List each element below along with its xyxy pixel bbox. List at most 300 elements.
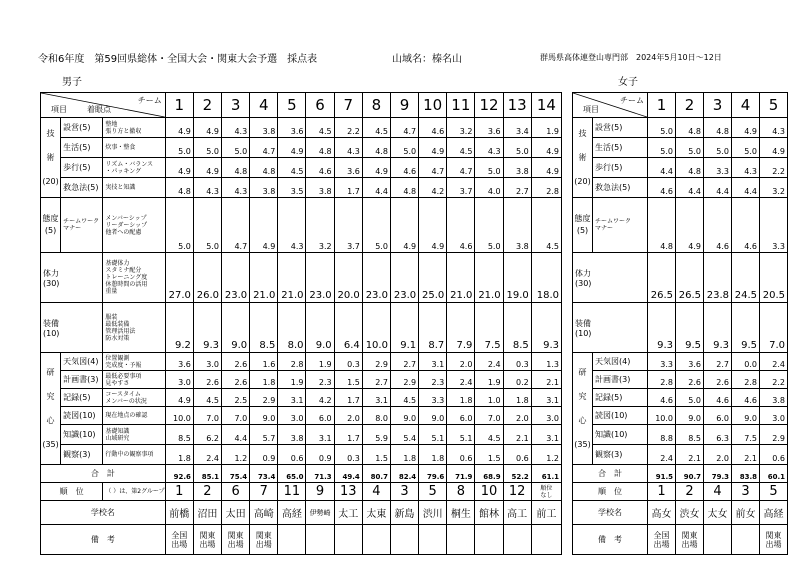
corner-item: 項目 bbox=[51, 105, 67, 114]
score-cell: 3.0 bbox=[165, 371, 193, 389]
score-cell: 5.0 bbox=[222, 138, 250, 158]
team-number: 2 bbox=[676, 93, 704, 118]
score-cell: 21.0 bbox=[475, 253, 503, 303]
score-cell: 3.1 bbox=[362, 389, 390, 407]
table-row bbox=[573, 353, 788, 371]
viewpoint-label bbox=[103, 253, 165, 303]
rank-cell: 3 bbox=[732, 483, 760, 501]
item-label bbox=[593, 407, 648, 425]
score-cell: 0.3 bbox=[334, 353, 362, 371]
viewpoint-label bbox=[103, 158, 165, 178]
school-cell: 太女 bbox=[704, 501, 732, 525]
item-text: チームワーク マナー bbox=[63, 218, 100, 232]
viewpoint-text: 最低必要事項 見やすさ bbox=[105, 372, 142, 387]
score-cell: 1.5 bbox=[475, 445, 503, 465]
item-label bbox=[593, 198, 648, 253]
score-cell: 2.8 bbox=[732, 371, 760, 389]
corner-team: チーム bbox=[137, 96, 162, 105]
score-cell: 2.4 bbox=[760, 353, 788, 371]
score-cell: 4.6 bbox=[447, 198, 475, 253]
score-cell: 5.0 bbox=[165, 138, 193, 158]
viewpoint-label bbox=[103, 445, 165, 465]
score-cell: 9.3 bbox=[193, 303, 221, 353]
group-label: (30) bbox=[575, 278, 592, 288]
group-label: 技 bbox=[578, 128, 587, 138]
table-row bbox=[573, 389, 788, 407]
score-cell: 4.5 bbox=[447, 138, 475, 158]
item-text: 救急法(5) bbox=[63, 183, 99, 192]
item-text: 計画書(3) bbox=[63, 375, 99, 384]
score-cell: 9.3 bbox=[531, 303, 561, 353]
score-cell: 5.4 bbox=[390, 425, 418, 445]
score-cell: 5.0 bbox=[732, 138, 760, 158]
team-number: 3 bbox=[222, 93, 250, 118]
score-cell: 4.9 bbox=[193, 158, 221, 178]
remarks-cell bbox=[306, 525, 334, 555]
table-row bbox=[41, 138, 562, 158]
group-tairyoku bbox=[41, 253, 103, 303]
score-cell: 4.4 bbox=[362, 178, 390, 198]
item-label bbox=[593, 118, 648, 138]
viewpoint-text: 基礎体力 スタミナ配分 トレーニング度 休憩時間の活用 重量 bbox=[105, 260, 148, 295]
score-cell: 2.0 bbox=[447, 353, 475, 371]
team-number: 3 bbox=[704, 93, 732, 118]
boys-label: 男子 bbox=[62, 77, 82, 88]
viewpoint-text: 整地 張り方と撤収 bbox=[105, 120, 142, 135]
team-number: 4 bbox=[732, 93, 760, 118]
score-cell: 4.6 bbox=[648, 178, 676, 198]
viewpoint-label bbox=[103, 425, 165, 445]
score-cell: 3.6 bbox=[475, 118, 503, 138]
score-cell: 4.6 bbox=[419, 118, 447, 138]
score-cell: 2.7 bbox=[704, 353, 732, 371]
score-cell: 4.9 bbox=[165, 118, 193, 138]
group-label: 体力 bbox=[575, 268, 591, 278]
score-cell: 2.6 bbox=[676, 371, 704, 389]
total-cell: 85.1 bbox=[193, 465, 221, 483]
item-text: 知識(10) bbox=[595, 430, 628, 439]
team-number: 7 bbox=[334, 93, 362, 118]
viewpoint-text: リズム・バランス ・パッキング bbox=[105, 160, 154, 175]
viewpoint-text: 行動中の観察事項 bbox=[105, 451, 154, 458]
score-cell: 27.0 bbox=[165, 253, 193, 303]
school-cell: 太工 bbox=[334, 501, 362, 525]
score-cell: 4.8 bbox=[676, 158, 704, 178]
group-label: (5) bbox=[576, 226, 589, 235]
score-cell: 1.2 bbox=[531, 445, 561, 465]
score-cell: 0.6 bbox=[760, 445, 788, 465]
score-cell: 4.9 bbox=[531, 158, 561, 178]
score-cell: 0.6 bbox=[447, 445, 475, 465]
score-cell: 4.4 bbox=[732, 178, 760, 198]
score-cell: 3.0 bbox=[760, 407, 788, 425]
score-cell: 2.4 bbox=[193, 445, 221, 465]
table-row bbox=[41, 253, 562, 303]
group-gi bbox=[573, 118, 593, 198]
item-label bbox=[593, 158, 648, 178]
total-cell: 73.4 bbox=[250, 465, 278, 483]
score-cell: 4.8 bbox=[306, 138, 334, 158]
score-cell: 4.6 bbox=[732, 389, 760, 407]
total-cell: 90.7 bbox=[676, 465, 704, 483]
viewpoint-label bbox=[103, 138, 165, 158]
score-cell: 2.9 bbox=[362, 353, 390, 371]
score-cell: 4.8 bbox=[390, 178, 418, 198]
rank-cell: 1 bbox=[648, 483, 676, 501]
table-row bbox=[573, 303, 788, 353]
remarks-cell bbox=[250, 525, 278, 555]
item-text: 救急法(5) bbox=[595, 183, 631, 192]
score-cell: 1.9 bbox=[475, 371, 503, 389]
item-text: 歩行(5) bbox=[63, 163, 91, 172]
table-row bbox=[573, 118, 788, 138]
score-cell: 4.7 bbox=[250, 138, 278, 158]
viewpoint-text: 服装 最低装備 管理活用法 防水対策 bbox=[105, 313, 136, 342]
score-cell: 3.7 bbox=[334, 198, 362, 253]
remarks-cell bbox=[704, 525, 732, 555]
group-label: (20) bbox=[574, 176, 591, 186]
score-cell: 4.9 bbox=[165, 158, 193, 178]
score-cell: 24.5 bbox=[732, 253, 760, 303]
remarks-cell bbox=[503, 525, 531, 555]
table-row bbox=[41, 425, 562, 445]
item-text: 天気図(4) bbox=[595, 357, 631, 366]
rank-cell: 2 bbox=[193, 483, 221, 501]
score-cell: 10.0 bbox=[648, 407, 676, 425]
item-text: 設営(5) bbox=[63, 123, 91, 132]
table-row bbox=[41, 407, 562, 425]
score-cell: 5.0 bbox=[362, 198, 390, 253]
score-cell: 3.6 bbox=[278, 118, 306, 138]
score-cell: 1.9 bbox=[278, 371, 306, 389]
table-row bbox=[41, 178, 562, 198]
score-cell: 4.8 bbox=[165, 178, 193, 198]
remarks-text: 全国 出場 bbox=[171, 530, 188, 549]
remarks-cell bbox=[278, 525, 306, 555]
remarks-text: 関東 出場 bbox=[199, 530, 216, 549]
school-cell: 高経 bbox=[760, 501, 788, 525]
rank-cell: 4 bbox=[362, 483, 390, 501]
score-cell: 5.0 bbox=[676, 389, 704, 407]
score-cell: 10.0 bbox=[165, 407, 193, 425]
group-label: 装備 bbox=[575, 318, 591, 328]
score-cell: 2.1 bbox=[531, 371, 561, 389]
boys-score-table bbox=[40, 92, 562, 555]
table-row bbox=[573, 425, 788, 445]
score-cell: 23.0 bbox=[222, 253, 250, 303]
total-cell: 92.6 bbox=[165, 465, 193, 483]
score-cell: 9.0 bbox=[732, 407, 760, 425]
total-cell: 49.4 bbox=[334, 465, 362, 483]
remarks-cell bbox=[732, 525, 760, 555]
group-label: 心 bbox=[46, 415, 55, 425]
score-cell: 2.7 bbox=[390, 353, 418, 371]
remarks-cell bbox=[676, 525, 704, 555]
total-cell: 65.0 bbox=[278, 465, 306, 483]
item-text: 設営(5) bbox=[595, 123, 623, 132]
score-cell: 6.0 bbox=[447, 407, 475, 425]
score-cell: 4.3 bbox=[760, 118, 788, 138]
rank-cell: 2 bbox=[676, 483, 704, 501]
score-cell: 4.2 bbox=[306, 389, 334, 407]
table-row bbox=[41, 198, 562, 253]
score-cell: 26.5 bbox=[676, 253, 704, 303]
group-tairyoku bbox=[573, 253, 648, 303]
table-row bbox=[41, 525, 562, 555]
remarks-cell bbox=[760, 525, 788, 555]
total-cell: 80.7 bbox=[362, 465, 390, 483]
rank-cell: 13 bbox=[334, 483, 362, 501]
score-cell: 0.3 bbox=[334, 445, 362, 465]
remarks-cell bbox=[475, 525, 503, 555]
group-taido bbox=[573, 198, 593, 253]
total-cell: 52.2 bbox=[503, 465, 531, 483]
score-cell: 10.0 bbox=[362, 303, 390, 353]
item-text: 歩行(5) bbox=[595, 163, 623, 172]
score-cell: 3.6 bbox=[676, 353, 704, 371]
group-kenkyu bbox=[573, 353, 593, 465]
score-cell: 8.7 bbox=[419, 303, 447, 353]
score-cell: 4.8 bbox=[222, 158, 250, 178]
item-label bbox=[61, 371, 103, 389]
group-gi bbox=[41, 118, 61, 198]
score-cell: 3.3 bbox=[760, 198, 788, 253]
score-cell: 9.1 bbox=[390, 303, 418, 353]
total-cell: 68.9 bbox=[475, 465, 503, 483]
score-cell: 5.0 bbox=[704, 138, 732, 158]
score-cell: 7.0 bbox=[222, 407, 250, 425]
school-label: 学校名 bbox=[41, 501, 166, 525]
score-cell: 2.6 bbox=[222, 353, 250, 371]
item-text: 読図(10) bbox=[595, 411, 628, 420]
page-title: 令和6年度 第59回県総体・全国大会・関東大会予選 採点表 bbox=[38, 54, 318, 65]
score-cell: 2.4 bbox=[648, 445, 676, 465]
team-number: 11 bbox=[447, 93, 475, 118]
group-label: 術 bbox=[578, 152, 587, 162]
remarks-cell bbox=[165, 525, 193, 555]
remarks-text: 関東 出場 bbox=[255, 530, 272, 549]
score-cell: 5.0 bbox=[193, 138, 221, 158]
table-row bbox=[573, 198, 788, 253]
score-cell: 1.8 bbox=[390, 445, 418, 465]
score-cell: 4.3 bbox=[334, 138, 362, 158]
score-cell: 3.4 bbox=[503, 118, 531, 138]
score-cell: 2.2 bbox=[760, 371, 788, 389]
rank-cell: 6 bbox=[222, 483, 250, 501]
score-cell: 3.1 bbox=[531, 389, 561, 407]
group-label: (5) bbox=[44, 226, 57, 235]
score-cell: 23.8 bbox=[704, 253, 732, 303]
item-label bbox=[61, 198, 103, 253]
table-row bbox=[573, 407, 788, 425]
group-taido bbox=[41, 198, 61, 253]
rank-cell: 4 bbox=[704, 483, 732, 501]
score-cell: 3.1 bbox=[306, 425, 334, 445]
score-cell: 4.8 bbox=[676, 118, 704, 138]
group-label: (35) bbox=[574, 439, 591, 449]
score-cell: 4.0 bbox=[475, 178, 503, 198]
score-cell: 23.0 bbox=[390, 253, 418, 303]
rank-cell: 3 bbox=[390, 483, 418, 501]
table-row bbox=[573, 371, 788, 389]
corner-viewpoint: 着眼点 bbox=[87, 105, 111, 114]
score-cell: 1.7 bbox=[334, 178, 362, 198]
remarks-text: 関東 出場 bbox=[227, 530, 244, 549]
score-cell: 0.9 bbox=[250, 445, 278, 465]
score-cell: 4.3 bbox=[475, 138, 503, 158]
score-cell: 1.5 bbox=[362, 445, 390, 465]
viewpoint-label bbox=[103, 371, 165, 389]
item-label bbox=[593, 425, 648, 445]
score-cell: 3.6 bbox=[165, 353, 193, 371]
score-cell: 2.9 bbox=[760, 425, 788, 445]
score-cell: 3.6 bbox=[334, 158, 362, 178]
score-cell: 4.8 bbox=[362, 138, 390, 158]
team-number: 12 bbox=[475, 93, 503, 118]
score-cell: 0.2 bbox=[503, 371, 531, 389]
viewpoint-text: コースタイム メンバーの状況 bbox=[105, 390, 147, 405]
score-cell: 7.0 bbox=[760, 303, 788, 353]
score-cell: 0.6 bbox=[503, 445, 531, 465]
school-cell: 桐生 bbox=[447, 501, 475, 525]
viewpoint-label bbox=[103, 303, 165, 353]
score-cell: 2.8 bbox=[648, 371, 676, 389]
remarks-cell bbox=[193, 525, 221, 555]
table-row bbox=[573, 483, 788, 501]
score-cell: 4.5 bbox=[193, 389, 221, 407]
score-cell: 5.0 bbox=[648, 118, 676, 138]
remarks-cell bbox=[390, 525, 418, 555]
table-row bbox=[573, 501, 788, 525]
table-row bbox=[573, 158, 788, 178]
score-cell: 5.9 bbox=[362, 425, 390, 445]
team-number: 13 bbox=[503, 93, 531, 118]
table-row bbox=[41, 371, 562, 389]
score-cell: 2.0 bbox=[334, 407, 362, 425]
table-row bbox=[41, 465, 562, 483]
score-cell: 1.7 bbox=[334, 425, 362, 445]
group-label: (10) bbox=[575, 328, 592, 338]
table-row bbox=[573, 93, 788, 118]
score-cell: 4.3 bbox=[278, 198, 306, 253]
score-cell: 2.6 bbox=[704, 371, 732, 389]
total-label: 合 計 bbox=[41, 465, 166, 483]
remarks-text: 関東 出場 bbox=[765, 530, 782, 549]
score-cell: 3.2 bbox=[306, 198, 334, 253]
school-cell: 渋川 bbox=[419, 501, 447, 525]
corner-cell bbox=[573, 93, 648, 118]
score-cell: 2.3 bbox=[419, 371, 447, 389]
score-cell: 0.6 bbox=[278, 445, 306, 465]
score-cell: 4.9 bbox=[676, 198, 704, 253]
group-label: 術 bbox=[46, 152, 55, 162]
score-cell: 4.5 bbox=[362, 118, 390, 138]
score-cell: 5.7 bbox=[250, 425, 278, 445]
score-cell: 4.6 bbox=[704, 389, 732, 407]
total-cell: 71.3 bbox=[306, 465, 334, 483]
score-cell: 4.7 bbox=[419, 158, 447, 178]
score-cell: 3.8 bbox=[503, 198, 531, 253]
score-cell: 4.8 bbox=[704, 118, 732, 138]
score-cell: 0.0 bbox=[732, 353, 760, 371]
score-cell: 7.0 bbox=[193, 407, 221, 425]
team-number: 4 bbox=[250, 93, 278, 118]
remarks-cell bbox=[531, 525, 561, 555]
table-row bbox=[573, 525, 788, 555]
score-cell: 0.3 bbox=[503, 353, 531, 371]
total-cell: 79.3 bbox=[704, 465, 732, 483]
table-row bbox=[41, 353, 562, 371]
rank-note: （ ）は、第2グループ bbox=[103, 483, 165, 501]
score-cell: 9.0 bbox=[419, 407, 447, 425]
score-cell: 9.2 bbox=[165, 303, 193, 353]
group-sobi bbox=[41, 303, 103, 353]
score-cell: 2.9 bbox=[250, 389, 278, 407]
group-label: (35) bbox=[42, 439, 59, 449]
remarks-cell bbox=[648, 525, 676, 555]
score-cell: 9.0 bbox=[390, 407, 418, 425]
total-cell: 61.1 bbox=[531, 465, 561, 483]
item-text: 天気図(4) bbox=[63, 357, 99, 366]
total-cell: 91.5 bbox=[648, 465, 676, 483]
score-cell: 1.8 bbox=[250, 371, 278, 389]
score-cell: 3.0 bbox=[193, 353, 221, 371]
score-cell: 6.0 bbox=[306, 407, 334, 425]
score-cell: 4.8 bbox=[648, 198, 676, 253]
score-cell: 9.0 bbox=[222, 303, 250, 353]
group-label: (30) bbox=[43, 278, 60, 288]
remarks-cell bbox=[334, 525, 362, 555]
score-cell: 2.1 bbox=[503, 425, 531, 445]
score-cell: 5.1 bbox=[447, 425, 475, 445]
group-label: 研 bbox=[46, 367, 55, 377]
score-cell: 1.9 bbox=[531, 118, 561, 138]
score-cell: 4.5 bbox=[531, 198, 561, 253]
score-cell: 1.8 bbox=[419, 445, 447, 465]
score-cell: 4.6 bbox=[704, 198, 732, 253]
score-cell: 2.4 bbox=[447, 371, 475, 389]
group-label: 態度 bbox=[574, 214, 591, 223]
score-cell: 6.3 bbox=[704, 425, 732, 445]
item-text: 計画書(3) bbox=[595, 375, 631, 384]
rank-cell: 8 bbox=[447, 483, 475, 501]
score-cell: 1.7 bbox=[334, 389, 362, 407]
school-label: 学校名 bbox=[573, 501, 648, 525]
item-label bbox=[593, 353, 648, 371]
score-cell: 4.2 bbox=[419, 178, 447, 198]
score-cell: 4.6 bbox=[648, 389, 676, 407]
rank-cell: 9 bbox=[306, 483, 334, 501]
score-cell: 9.5 bbox=[732, 303, 760, 353]
total-cell: 60.1 bbox=[760, 465, 788, 483]
group-label: 技 bbox=[46, 128, 55, 138]
score-cell: 2.0 bbox=[704, 445, 732, 465]
score-cell: 26.5 bbox=[648, 253, 676, 303]
total-cell: 82.4 bbox=[390, 465, 418, 483]
rank-none-text: 順位 なし bbox=[540, 484, 553, 499]
viewpoint-label bbox=[103, 389, 165, 407]
score-cell: 3.8 bbox=[306, 178, 334, 198]
group-label: (10) bbox=[43, 328, 60, 338]
item-label bbox=[593, 389, 648, 407]
girls-label: 女子 bbox=[618, 77, 638, 88]
score-cell: 4.9 bbox=[165, 389, 193, 407]
rank-none bbox=[531, 483, 561, 501]
score-cell: 5.0 bbox=[390, 138, 418, 158]
score-cell: 8.8 bbox=[648, 425, 676, 445]
score-cell: 4.4 bbox=[222, 425, 250, 445]
score-cell: 4.3 bbox=[732, 158, 760, 178]
